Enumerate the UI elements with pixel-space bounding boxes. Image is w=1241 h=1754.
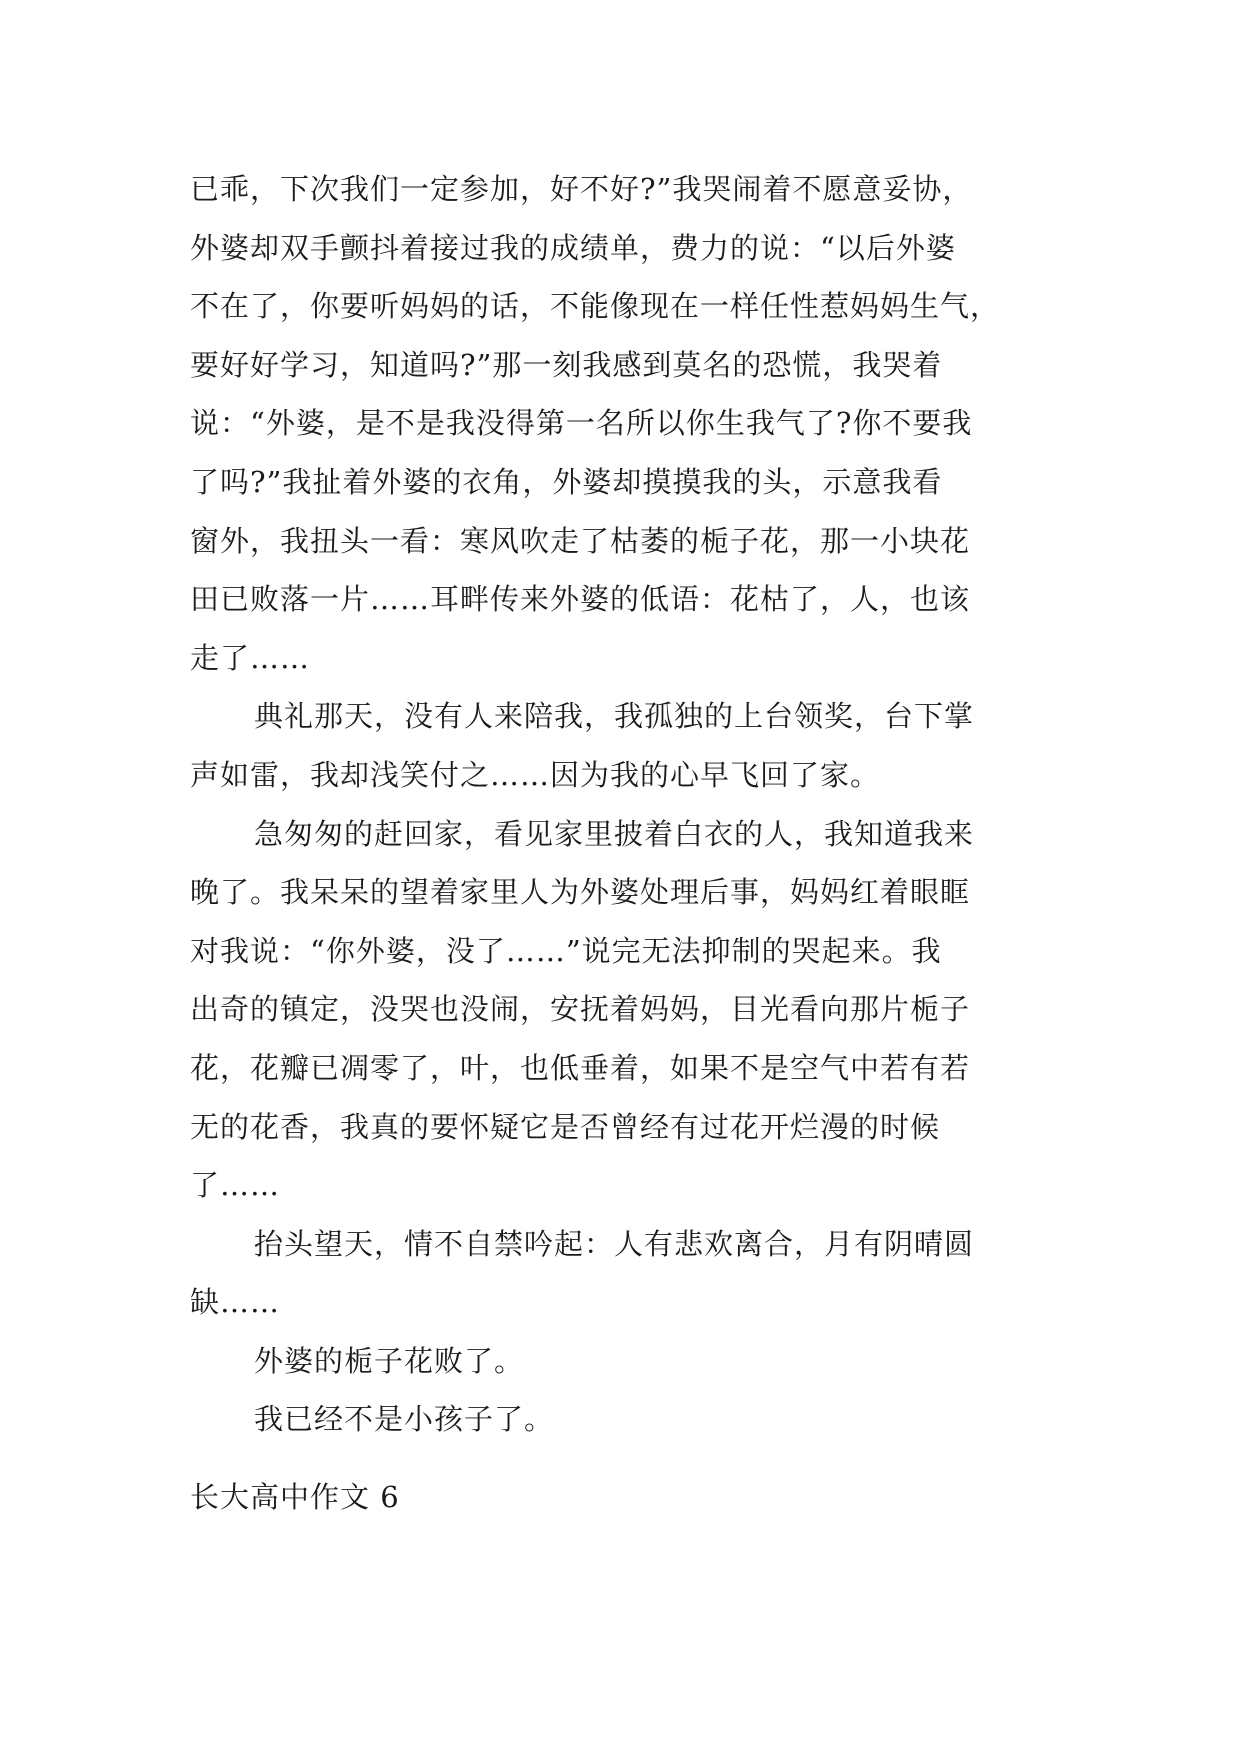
text-line: 声如雷，我却浅笑付之……因为我的心早飞回了家。 bbox=[190, 757, 881, 792]
section-heading: 长大高中作文 6 bbox=[190, 1480, 400, 1514]
text-line: 抬头望天，情不自禁吟起：人有悲欢离合，月有阴晴圆 bbox=[254, 1226, 975, 1261]
text-line: 典礼那天，没有人来陪我，我孤独的上台领奖，台下掌 bbox=[254, 699, 975, 734]
text-line: 要好好学习，知道吗?”那一刻我感到莫名的恐慌，我哭着 bbox=[190, 347, 943, 382]
paragraph bbox=[190, 1390, 1052, 1449]
paragraph bbox=[190, 160, 1052, 687]
text-line: 无的花香，我真的要怀疑它是否曾经有过花开烂漫的时候 bbox=[190, 1109, 941, 1144]
text-line: 已乖，下次我们一定参加，好不好?”我哭闹着不愿意妥协， bbox=[190, 172, 973, 206]
text-line: 了吗?”我扯着外婆的衣角，外婆却摸摸我的头，示意我看 bbox=[190, 464, 943, 499]
paragraph bbox=[190, 1332, 1052, 1391]
text-line: 了…… bbox=[190, 1168, 281, 1203]
document-body bbox=[190, 160, 1052, 1449]
text-line: 不在了，你要听妈妈的话，不能像现在一样任性惹妈妈生气， bbox=[190, 289, 1001, 324]
text-line: 缺…… bbox=[190, 1285, 281, 1320]
paragraph bbox=[190, 805, 1052, 1215]
text-line: 外婆的栀子花败了。 bbox=[254, 1343, 525, 1378]
text-line: 急匆匆的赶回家，看见家里披着白衣的人，我知道我来 bbox=[254, 816, 975, 851]
text-line: 外婆却双手颤抖着接过我的成绩单，费力的说：“以后外婆 bbox=[190, 230, 956, 265]
text-line: 我已经不是小孩子了。 bbox=[254, 1402, 555, 1437]
text-line: 走了…… bbox=[190, 640, 311, 675]
text-line: 说：“外婆，是不是我没得第一名所以你生我气了?你不要我 bbox=[190, 406, 973, 441]
text-line: 出奇的镇定，没哭也没闹，安抚着妈妈，目光看向那片栀子 bbox=[190, 992, 971, 1027]
text-line: 晚了。我呆呆的望着家里人为外婆处理后事，妈妈红着眼眶 bbox=[190, 875, 971, 910]
paragraph bbox=[190, 1215, 1052, 1332]
text-line: 窗外，我扭头一看：寒风吹走了枯萎的栀子花，那一小块花 bbox=[190, 523, 971, 558]
text-line: 花，花瓣已凋零了，叶，也低垂着，如果不是空气中若有若 bbox=[190, 1050, 971, 1085]
paragraph bbox=[190, 687, 1052, 804]
text-line: 田已败落一片……耳畔传来外婆的低语：花枯了，人，也该 bbox=[190, 582, 971, 617]
text-line: 对我说：“你外婆，没了……”说完无法抑制的哭起来。我 bbox=[190, 933, 942, 968]
